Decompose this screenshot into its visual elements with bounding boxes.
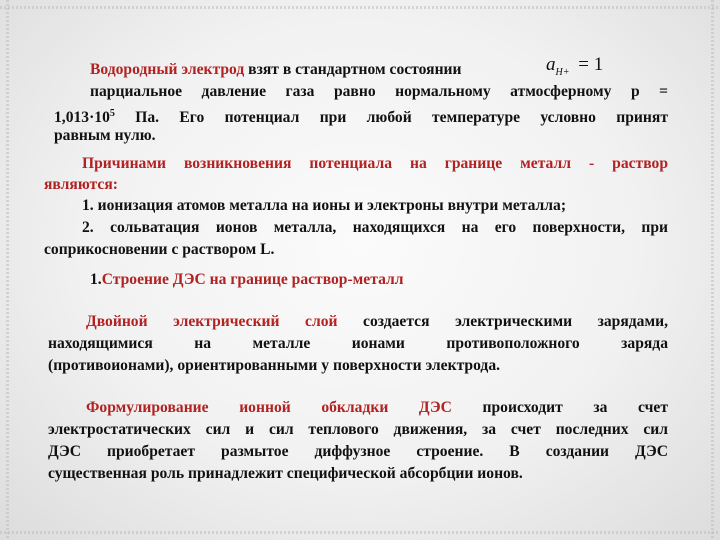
ionic-layer-term: Формулирование ионной обкладки ДЭС (86, 399, 452, 416)
right-border-line (711, 0, 714, 540)
section-heading (90, 270, 404, 290)
p4-line1 (86, 398, 668, 418)
p3-line1 (86, 312, 668, 332)
top-border-line (0, 6, 720, 9)
p1-line3 (54, 104, 668, 128)
p3-line2: находящимися на металле ионами противоположного заряда (48, 335, 668, 352)
p1-line3-text: Па. Его потенциал при любой температуре условно принят (114, 109, 668, 127)
p4-line4: существенная роль принадлежит специфической абсорбции ионов. (48, 465, 523, 482)
bottom-border-line (0, 531, 720, 534)
double-layer-term: Двойной электрический слой (86, 313, 338, 330)
p2-item1: 1. ионизация атомов металла на ионы и электроны внутри металла; (82, 197, 567, 214)
heading-text: Строение ДЭС на границе раствор-металл (101, 271, 404, 288)
formula-variable: a (546, 54, 556, 75)
p2-line2: являются: (44, 176, 118, 193)
p1-line2: парциальное давление газа равно нормальному атмосферному р = (90, 83, 668, 100)
p2-item2-cont: соприкосновении с раствором L. (44, 241, 275, 258)
formula-subscript: H+ (555, 66, 570, 78)
p3-line3: (противоионами), ориентированными у поверхности электрода. (48, 357, 501, 374)
heading-number: 1. (90, 271, 102, 288)
pressure-exponent: 5 (109, 108, 115, 119)
pressure-value: 1,013·10 (54, 109, 110, 127)
p4-line3: ДЭС приобретает размытое диффузное строение. В создании ДЭС (48, 443, 668, 460)
hydrogen-electrode-term: Водородный электрод (90, 61, 245, 78)
p2-item2: 2. сольватация ионов металла, находящихся на его поверхности, при (82, 219, 668, 236)
p1-line1 (90, 60, 462, 80)
p3-line1-text: создается электрическими зарядами, (337, 313, 668, 330)
formula-value: = 1 (578, 54, 604, 75)
p1-line4: равным нулю. (54, 127, 156, 144)
left-border-line (6, 0, 9, 540)
p4-line2: электростатических сил и сил теплового движения, за счет последних сил (48, 421, 668, 438)
p1-line1-text: взят в стандартном состоянии (244, 61, 462, 78)
p4-line1-text: происходит за счет (451, 399, 669, 416)
p2-line1: Причинами возникновения потенциала на границе металл - раствор (82, 155, 668, 172)
activity-formula (546, 54, 603, 78)
